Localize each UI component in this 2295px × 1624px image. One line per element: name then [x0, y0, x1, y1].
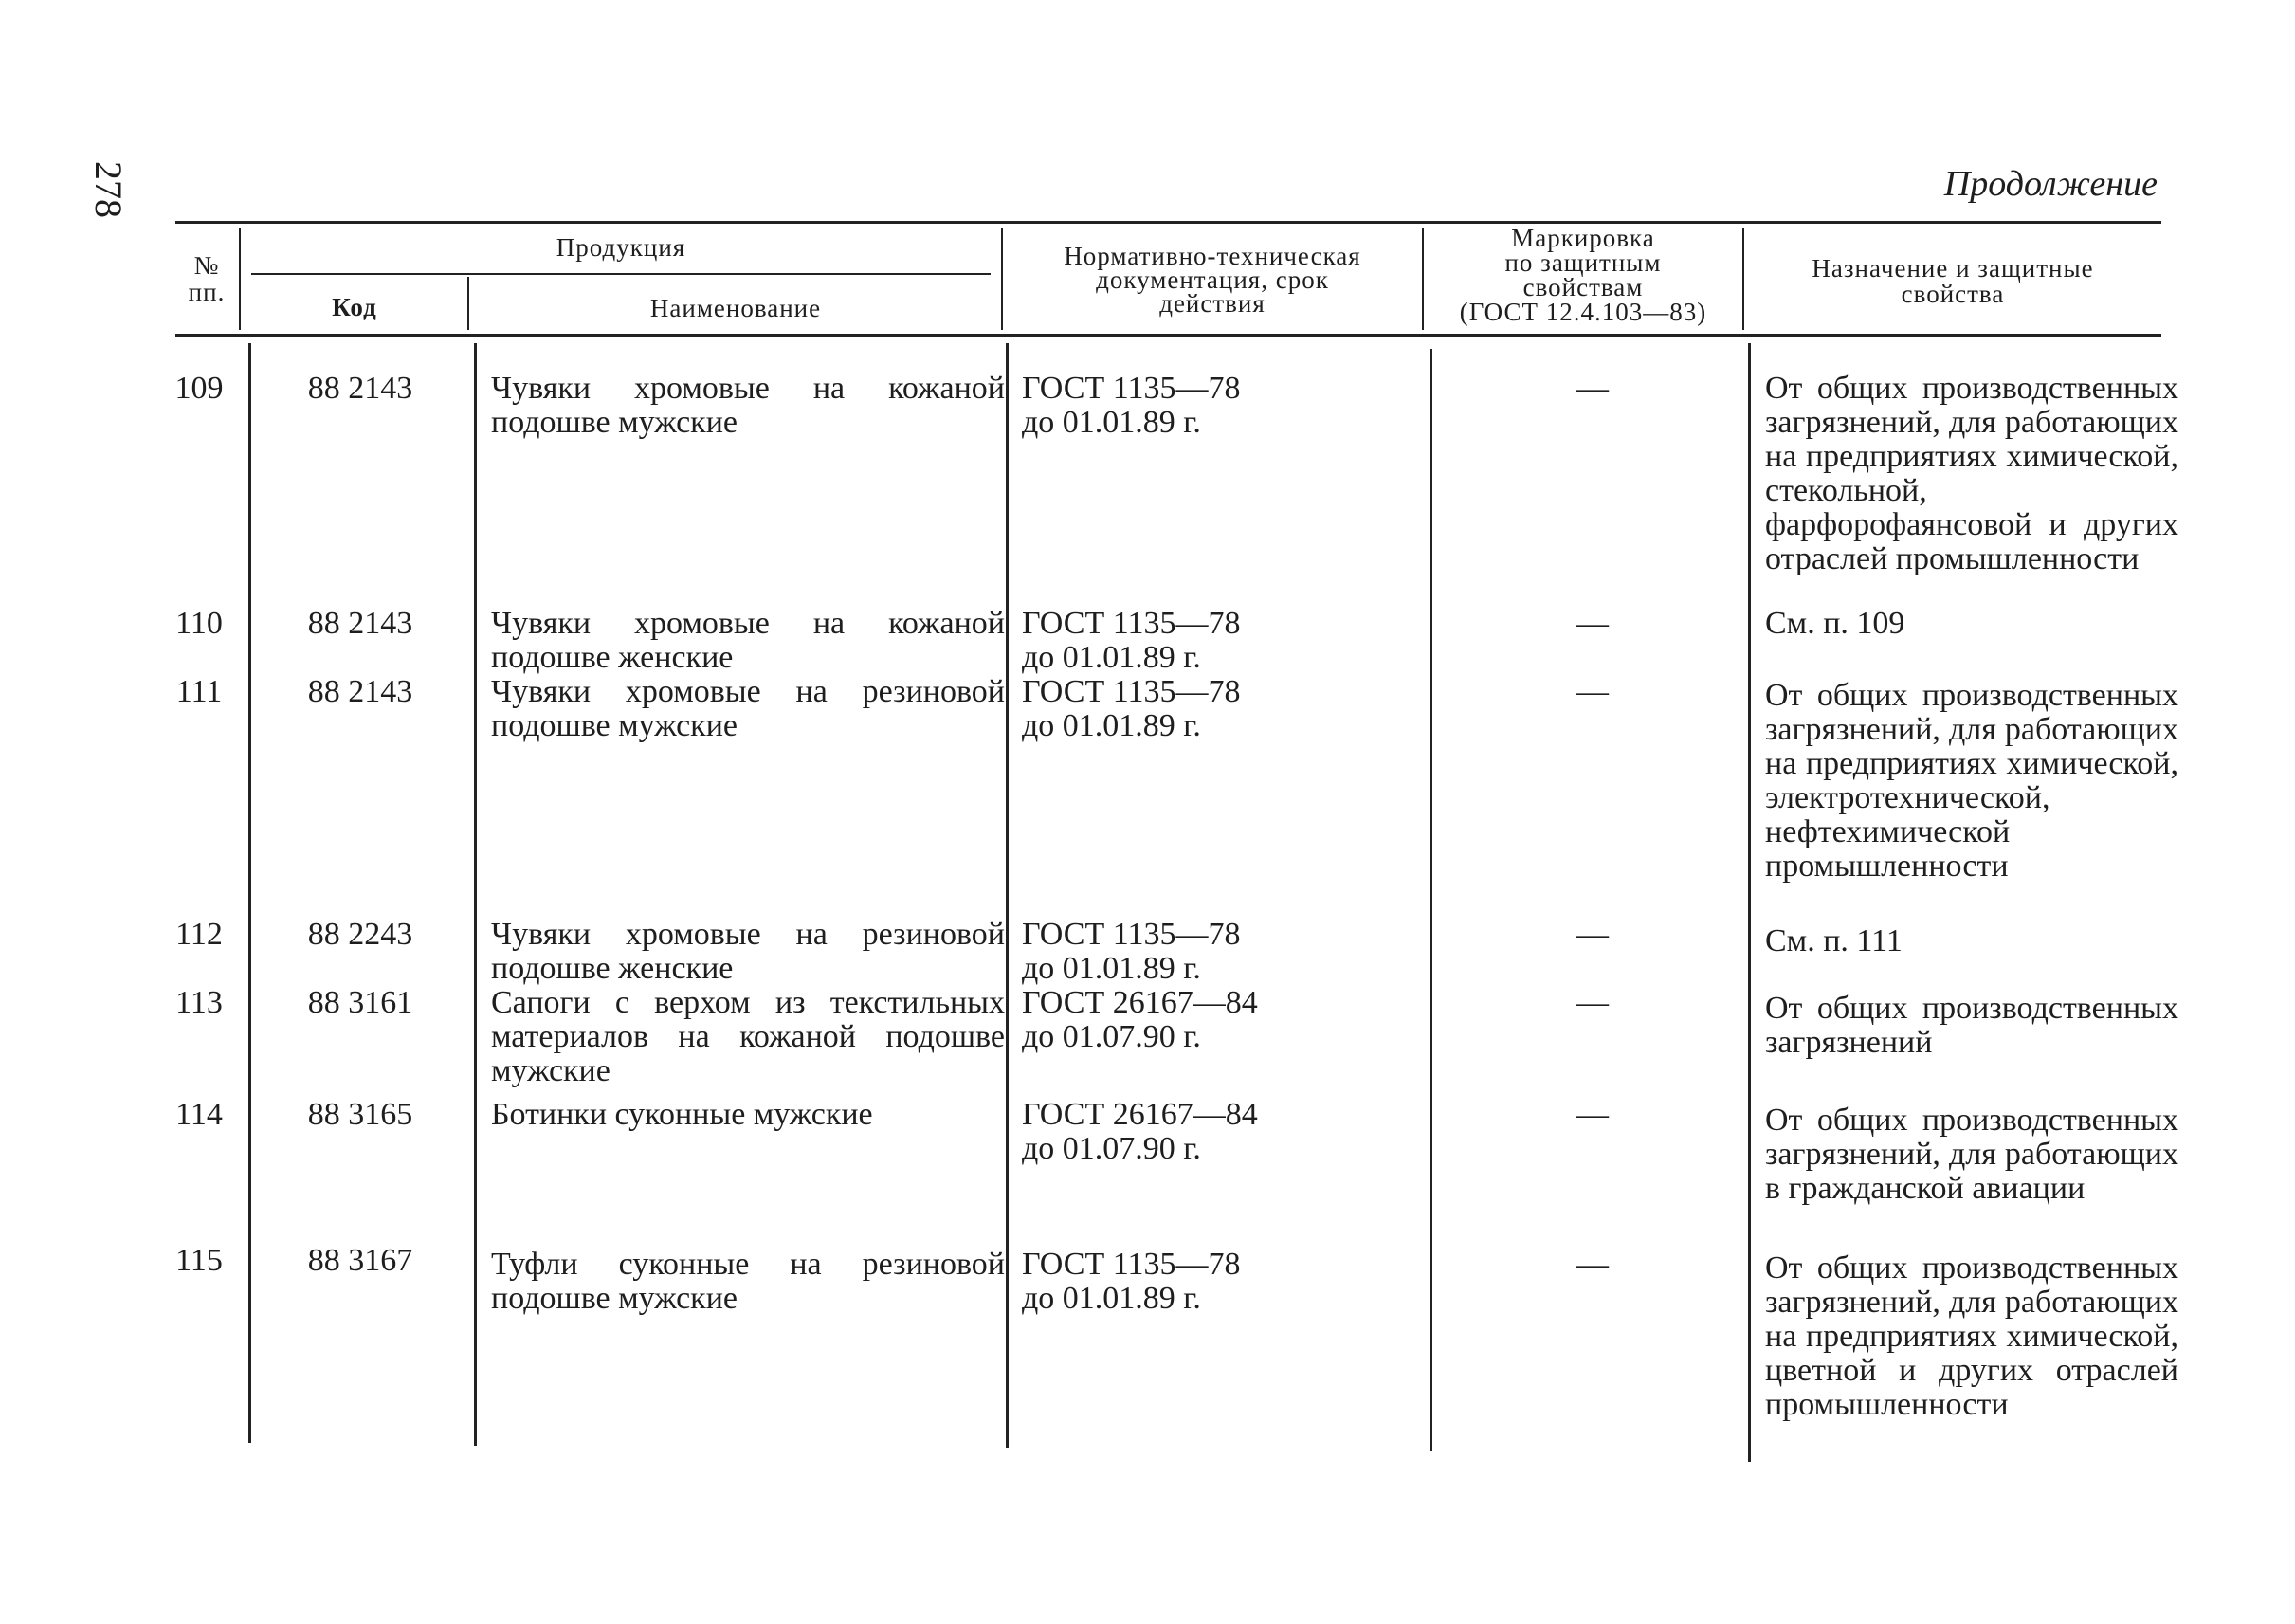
header-divider [239, 228, 241, 330]
protective-marking: — [1576, 1097, 1609, 1132]
normative-doc: ГОСТ 1135—78 до 01.01.89 г. [1022, 1247, 1241, 1316]
column-divider [248, 343, 251, 1443]
product-name: Чувяки хромовые на кожаной подошве женские [491, 606, 1005, 675]
row-number: 114 [175, 1097, 223, 1132]
product-name: Чувяки хромовые на резиновой подошве мужские [491, 674, 1005, 743]
product-code: 88 2243 [307, 917, 413, 952]
normative-doc: ГОСТ 1135—78 до 01.01.89 г. [1022, 606, 1241, 675]
product-name: Ботинки суконные мужские [491, 1097, 873, 1132]
purpose-properties: От общих производственных загрязнений, для работающих на предприятиях химической, электротехнической, нефтехимической промышленности [1765, 678, 2178, 884]
protective-marking: — [1576, 985, 1609, 1020]
purpose-properties: От общих производственных загрязнений, для работающих на предприятиях химической, стекольной, фарфорофаянсовой и других отраслей промышленности [1765, 371, 2178, 576]
row-number: 109 [174, 371, 224, 406]
row-number: 115 [175, 1243, 223, 1278]
product-code: 88 3165 [307, 1097, 413, 1132]
product-name: Туфли суконные на резиновой подошве мужские [491, 1247, 1005, 1316]
product-code: 88 2143 [307, 674, 413, 709]
product-subrule [251, 273, 991, 275]
header-num: № пп. [188, 251, 226, 306]
purpose-properties: От общих производственных загрязнений, для работающих в гражданской авиации [1765, 1103, 2178, 1206]
normative-doc: ГОСТ 26167—84 до 01.07.90 г. [1022, 985, 1258, 1054]
page-number: 278 [87, 161, 130, 218]
header-product: Продукция [556, 233, 686, 262]
header-marking: Маркировка по защитным свойствам (ГОСТ 12.4.103—83) [1459, 224, 1707, 326]
protective-marking: — [1576, 606, 1609, 641]
row-number: 113 [175, 985, 223, 1020]
column-divider [1430, 349, 1432, 1451]
row-number: 110 [175, 606, 223, 641]
column-divider [474, 343, 477, 1446]
product-code: 88 3167 [307, 1243, 413, 1278]
normative-doc: ГОСТ 26167—84 до 01.07.90 г. [1022, 1097, 1258, 1166]
purpose-properties: От общих производственных загрязнений [1765, 991, 2178, 1060]
row-number: 112 [175, 917, 223, 952]
normative-doc: ГОСТ 1135—78 до 01.01.89 г. [1022, 917, 1241, 986]
header-name: Наименование [649, 294, 822, 322]
header-doc: Нормативно-техническая документация, срок действия [1064, 242, 1361, 318]
header-purpose: Назначение и защитные свойства [1812, 254, 2094, 308]
header-code: Код [332, 293, 377, 321]
protective-marking: — [1576, 674, 1609, 709]
protective-marking: — [1576, 371, 1609, 406]
product-name: Чувяки хромовые на кожаной подошве мужские [491, 371, 1005, 440]
product-code: 88 3161 [307, 985, 413, 1020]
header-divider [467, 277, 469, 330]
product-name: Сапоги с верхом из текстильных материалов на кожаной подошве мужские [491, 985, 1005, 1088]
table-header-rule [175, 334, 2161, 337]
product-name: Чувяки хромовые на резиновой подошве женские [491, 917, 1005, 986]
row-number: 111 [175, 674, 223, 709]
product-code: 88 2143 [307, 371, 413, 406]
table-top-rule [175, 221, 2161, 224]
purpose-properties: От общих производственных загрязнений, для работающих на предприятиях химической, цветной и других отраслей промышленности [1765, 1250, 2178, 1422]
normative-doc: ГОСТ 1135—78 до 01.01.89 г. [1022, 371, 1241, 440]
protective-marking: — [1576, 917, 1609, 952]
purpose-properties: См. п. 109 [1765, 606, 1905, 641]
continuation-label: Продолжение [1943, 164, 2158, 204]
column-divider [1748, 343, 1751, 1462]
column-divider [1006, 343, 1009, 1448]
normative-doc: ГОСТ 1135—78 до 01.01.89 г. [1022, 674, 1241, 743]
purpose-properties: См. п. 111 [1765, 923, 1903, 958]
product-code: 88 2143 [307, 606, 413, 641]
protective-marking: — [1576, 1247, 1609, 1282]
